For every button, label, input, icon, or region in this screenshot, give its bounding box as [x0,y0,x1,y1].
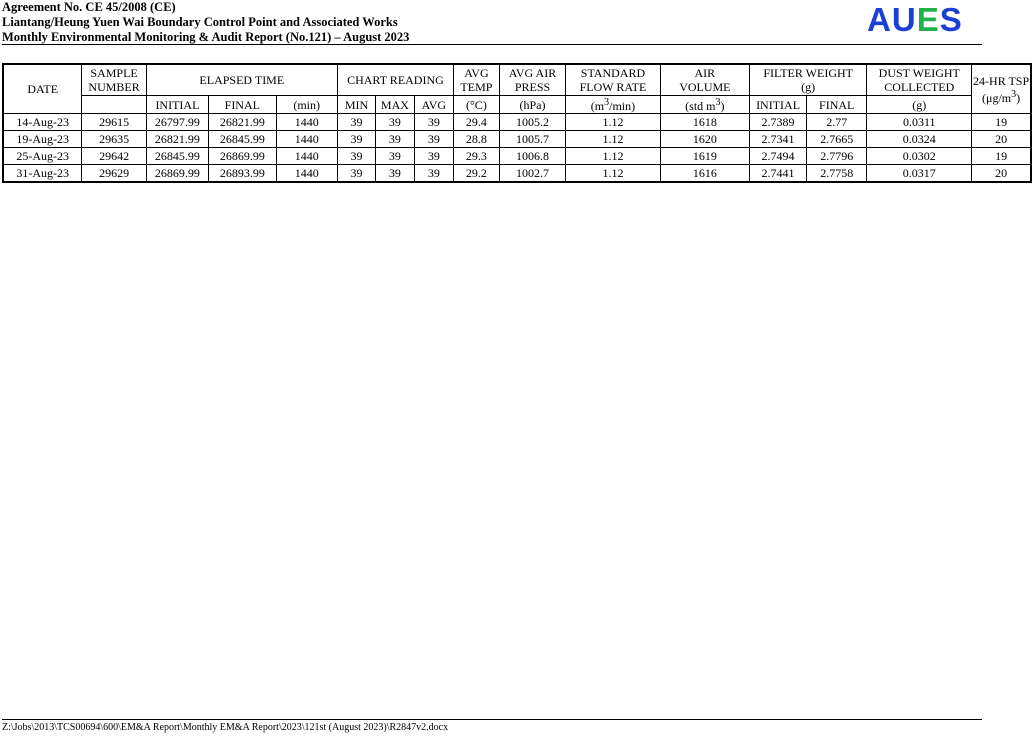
cell-cr-min: 39 [337,114,375,131]
cell-fw-final: 2.77 [807,114,867,131]
cell-et-final: 26821.99 [209,114,276,131]
col-elapsed-final: FINAL [209,96,276,114]
cell-cr-max: 39 [376,114,414,131]
sample-header-line2: NUMBER [88,80,140,94]
cell-volume: 1620 [660,131,749,148]
flow-unit-b: /min) [609,99,636,113]
col-avg-temp [454,64,500,96]
temp-header-line2: TEMP [460,80,493,94]
col-24hr-tsp [972,64,1031,114]
logo-letter: S [939,1,963,38]
cell-flow: 1.12 [566,165,660,183]
cell-tsp: 19 [972,148,1031,165]
col-elapsed-time: ELAPSED TIME [146,64,337,96]
cell-cr-max: 39 [376,148,414,165]
cell-cr-avg: 39 [414,131,453,148]
project-title: Liantang/Heung Yuen Wai Boundary Control Point and Associated Works [2,15,398,29]
tsp-unit-b: ) [1016,90,1021,105]
logo-letter: E [916,1,940,38]
cell-flow: 1.12 [566,114,660,131]
logo-letter: A [867,1,892,38]
cell-cr-min: 39 [337,131,375,148]
table-row [3,114,1031,131]
col-air-volume [660,64,749,96]
cell-et-initial: 26821.99 [146,131,208,148]
report-header [2,0,409,45]
col-chart-min: MIN [337,96,375,114]
cell-et-min: 1440 [276,131,337,148]
cell-et-min: 1440 [276,148,337,165]
col-chart-max: MAX [376,96,414,114]
cell-date: 14-Aug-23 [3,114,82,131]
sample-subheader-blank [82,96,146,114]
cell-et-final: 26845.99 [209,131,276,148]
filter-header-line2: (g) [801,80,816,94]
volume-unit-sup: 3 [715,97,721,108]
cell-date: 19-Aug-23 [3,131,82,148]
volume-header-line1: AIR [694,66,716,80]
dust-unit: (g) [867,96,972,114]
cell-press: 1005.7 [499,131,565,148]
cell-cr-max: 39 [376,131,414,148]
cell-date: 25-Aug-23 [3,148,82,165]
cell-dust: 0.0302 [867,148,972,165]
aues-logo [867,2,963,38]
tsp-header-line1: 24-HR TSP [973,73,1030,88]
cell-et-initial: 26869.99 [146,165,208,183]
cell-cr-max: 39 [376,165,414,183]
header-divider [2,44,982,45]
col-chart-reading: CHART READING [337,64,453,96]
cell-fw-initial: 2.7441 [750,165,807,183]
tsp-unit-a: (μg/m [982,90,1012,105]
cell-sample: 29635 [82,131,146,148]
table-row [3,148,1031,165]
cell-volume: 1618 [660,114,749,131]
cell-tsp: 20 [972,131,1031,148]
flow-header-line1: STANDARD [580,66,646,80]
cell-fw-initial: 2.7494 [750,148,807,165]
cell-cr-min: 39 [337,148,375,165]
tsp-unit [982,88,1021,105]
cell-dust: 0.0317 [867,165,972,183]
cell-et-final: 26869.99 [209,148,276,165]
table-row [3,131,1031,148]
cell-flow: 1.12 [566,131,660,148]
cell-et-initial: 26845.99 [146,148,208,165]
cell-tsp: 19 [972,114,1031,131]
flow-unit-sup: 3 [604,97,610,108]
cell-flow: 1.12 [566,148,660,165]
cell-fw-final: 2.7796 [807,148,867,165]
volume-header-line2: VOLUME [679,80,731,94]
flow-unit [566,96,660,114]
logo-letter: U [891,1,917,38]
col-dust-weight [867,64,972,96]
col-filter-weight [750,64,867,96]
temp-unit: (°C) [454,96,500,114]
cell-cr-avg: 39 [414,114,453,131]
col-filter-final: FINAL [807,96,867,114]
cell-et-initial: 26797.99 [146,114,208,131]
volume-unit-b: ) [720,99,725,113]
header-row-2 [3,96,1031,114]
col-chart-avg: AVG [414,96,453,114]
cell-fw-final: 2.7758 [807,165,867,183]
header-row-1 [3,64,1031,96]
cell-cr-min: 39 [337,165,375,183]
sample-header-line1: SAMPLE [90,66,138,80]
flow-header-line2: FLOW RATE [579,80,647,94]
col-elapsed-initial: INITIAL [146,96,208,114]
press-header-line2: PRESS [514,80,551,94]
col-elapsed-min: (min) [276,96,337,114]
table-row [3,165,1031,183]
cell-press: 1005.2 [499,114,565,131]
footer-file-path: Z:\Jobs\2013\TCS00694\600\EM&A Report\Monthly EM&A Report\2023\121st (August 2023)\R2847v2.docx [2,722,449,733]
tsp-monitoring-table [2,63,1032,183]
cell-temp: 28.8 [454,131,500,148]
dust-header-line1: DUST WEIGHT [878,66,960,80]
col-avg-air-press [499,64,565,96]
press-unit: (hPa) [499,96,565,114]
cell-dust: 0.0311 [867,114,972,131]
cell-temp: 29.3 [454,148,500,165]
col-filter-initial: INITIAL [750,96,807,114]
agreement-title: Agreement No. CE 45/2008 (CE) [2,0,176,14]
temp-header-line1: AVG [464,66,489,80]
cell-volume: 1616 [660,165,749,183]
cell-fw-initial: 2.7389 [750,114,807,131]
report-title: Monthly Environmental Monitoring & Audit Report (No.121) – August 2023 [2,30,410,44]
cell-et-min: 1440 [276,165,337,183]
cell-sample: 29642 [82,148,146,165]
col-sample-number [82,64,146,96]
cell-tsp: 20 [972,165,1031,183]
volume-unit-a: (std m [685,99,716,113]
col-date: DATE [3,64,82,114]
filter-header-line1: FILTER WEIGHT [763,66,853,80]
cell-sample: 29629 [82,165,146,183]
cell-et-min: 1440 [276,114,337,131]
cell-fw-final: 2.7665 [807,131,867,148]
press-header-line1: AVG AIR [508,66,557,80]
cell-temp: 29.4 [454,114,500,131]
col-standard-flow-rate [566,64,660,96]
cell-dust: 0.0324 [867,131,972,148]
cell-sample: 29615 [82,114,146,131]
volume-unit [660,96,749,114]
cell-press: 1006.8 [499,148,565,165]
dust-header-line2: COLLECTED [884,80,955,94]
cell-fw-initial: 2.7341 [750,131,807,148]
cell-et-final: 26893.99 [209,165,276,183]
cell-volume: 1619 [660,148,749,165]
flow-unit-a: (m [590,99,605,113]
cell-date: 31-Aug-23 [3,165,82,183]
tsp-unit-sup: 3 [1011,88,1017,100]
footer-divider [2,719,982,720]
cell-temp: 29.2 [454,165,500,183]
cell-press: 1002.7 [499,165,565,183]
cell-cr-avg: 39 [414,165,453,183]
cell-cr-avg: 39 [414,148,453,165]
